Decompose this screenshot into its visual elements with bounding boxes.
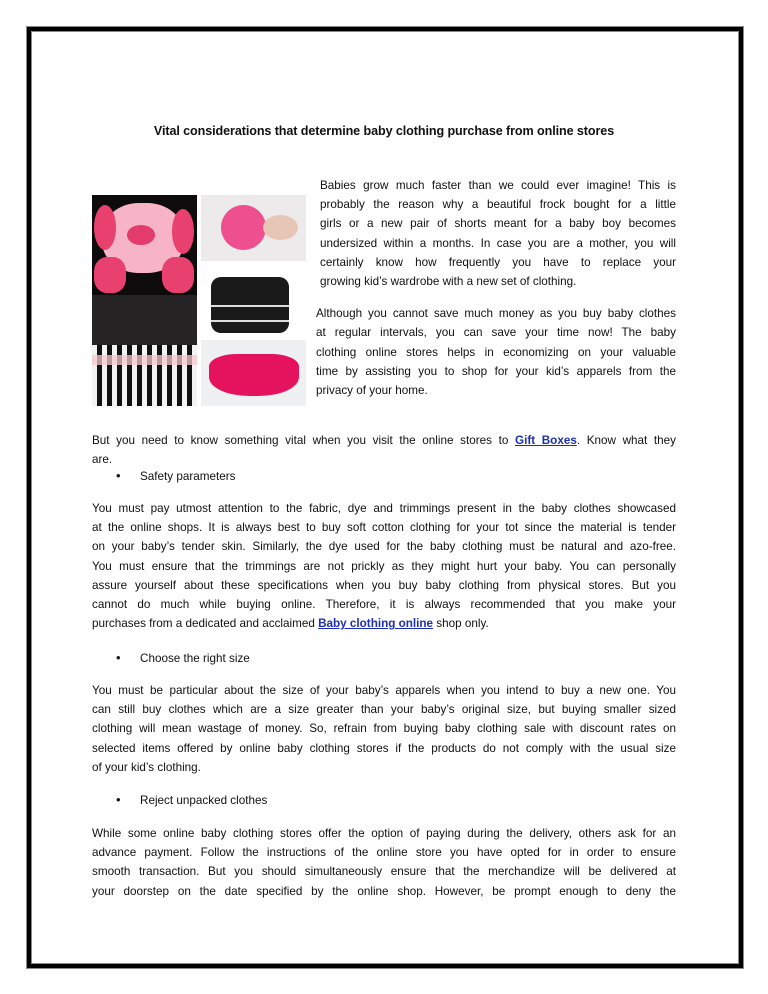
text-line: privacy of your home. — [316, 383, 428, 397]
text-line: smooth transaction. But you should simultaneously ensure that the merchandize will be delivered at — [92, 865, 676, 879]
bullet-heading: Reject unpacked clothes — [140, 794, 268, 807]
text-line: your doorstep on the date specified by the online shop. However, be prompt enough to deny the — [92, 884, 676, 898]
section-paragraph — [92, 824, 676, 901]
bullet-icon: • — [116, 650, 121, 665]
text-line: You must pay utmost attention to the fabric, dye and trimmings present in the baby clothes showcased — [92, 502, 676, 515]
text-line: While some online baby clothing stores offer the option of paying during the delivery, others ask for an — [92, 827, 676, 840]
text-line: clothing online stores helps in economizing on your valuable — [316, 345, 676, 359]
text-line — [92, 431, 676, 450]
text-line: advance payment. Follow the instructions of the online store you have opted for in order to ensure — [92, 846, 676, 860]
text-line: cannot do much while buying online. Therefore, it is always recommended that you make your — [92, 597, 676, 611]
intro-text — [316, 176, 676, 400]
text-line: girls or a new pair of shorts meant for a baby boy becomes — [320, 217, 676, 231]
bullet-icon: • — [116, 792, 121, 807]
bullet-item — [116, 792, 267, 807]
bullet-icon: • — [116, 468, 121, 483]
section-paragraph — [92, 681, 676, 777]
text-line: on your baby’s tender skin. Similarly, the dye used for the baby clothing must be natural and azo-free. — [92, 540, 676, 554]
paragraph — [316, 304, 676, 400]
text-segment: shop only. — [433, 617, 489, 631]
text-segment: . Know what they — [576, 434, 676, 447]
hyperlink[interactable]: Gift Boxes — [514, 434, 577, 447]
pink-tutu-skirt-photo — [201, 340, 306, 406]
text-segment: purchases from a dedicated and acclaimed — [92, 617, 319, 631]
text-line: clothing will mean wastage of money. So, refrain from buying baby clothing sale with discount rates on — [92, 722, 676, 736]
text-line: probably the reason why a beautiful frock bought for a little — [320, 198, 676, 212]
text-line: of your kid’s clothing. — [92, 760, 201, 774]
text-line: at regular intervals, you can save your time now! The baby — [316, 326, 676, 340]
plush-dog-photo — [92, 195, 197, 406]
text-line: certainly know how frequently you have to replace your — [320, 255, 676, 269]
text-line: are. — [92, 453, 113, 467]
text-line: time by assisting you to shop for your kid’s apparels from the — [316, 364, 676, 378]
hyperlink[interactable]: Baby clothing online — [318, 617, 434, 631]
lead-paragraph — [92, 431, 676, 469]
section-paragraph — [92, 499, 676, 633]
text-line: You must ensure that the trimmings are not prickly as they might hurt your baby. You can personally — [92, 559, 676, 573]
text-line: can still buy clothes which are a size greater than your baby’s original size, but buying smaller sized — [92, 703, 676, 717]
text-line — [92, 614, 676, 633]
baby-tutu-photo — [201, 195, 306, 261]
text-line: undersized within a months. In case you are a mother, you will — [320, 236, 676, 250]
text-line: Although you cannot save much money as you buy baby clothes — [316, 307, 676, 321]
paragraph — [316, 176, 676, 291]
text-line: at the online shops. It is always best to buy soft cotton clothing for your tot since the material is tender — [92, 521, 676, 535]
black-gift-box-photo — [201, 265, 306, 335]
text-line: selected items offered by online baby clothing stores if the products do not comply with the usual size — [92, 741, 676, 755]
text-line: You must be particular about the size of your baby’s apparels when you intend to buy a new one. You — [92, 684, 676, 697]
bullet-heading: Safety parameters — [140, 470, 236, 483]
text-segment: But you need to know something vital when you visit the online stores to — [92, 434, 515, 447]
text-line: growing kid’s wardrobe with a new set of clothing. — [320, 274, 577, 288]
bullet-item — [116, 650, 250, 665]
bullet-item — [116, 468, 236, 483]
text-line: Babies grow much faster than we could ever imagine! This is — [320, 179, 676, 192]
product-collage-image — [92, 195, 306, 406]
text-line: assure yourself about these specifications when you buy baby clothing from physical stores. But you — [92, 578, 676, 592]
bullet-heading: Choose the right size — [140, 652, 250, 665]
document-title: Vital considerations that determine baby clothing purchase from online stores — [153, 124, 615, 138]
